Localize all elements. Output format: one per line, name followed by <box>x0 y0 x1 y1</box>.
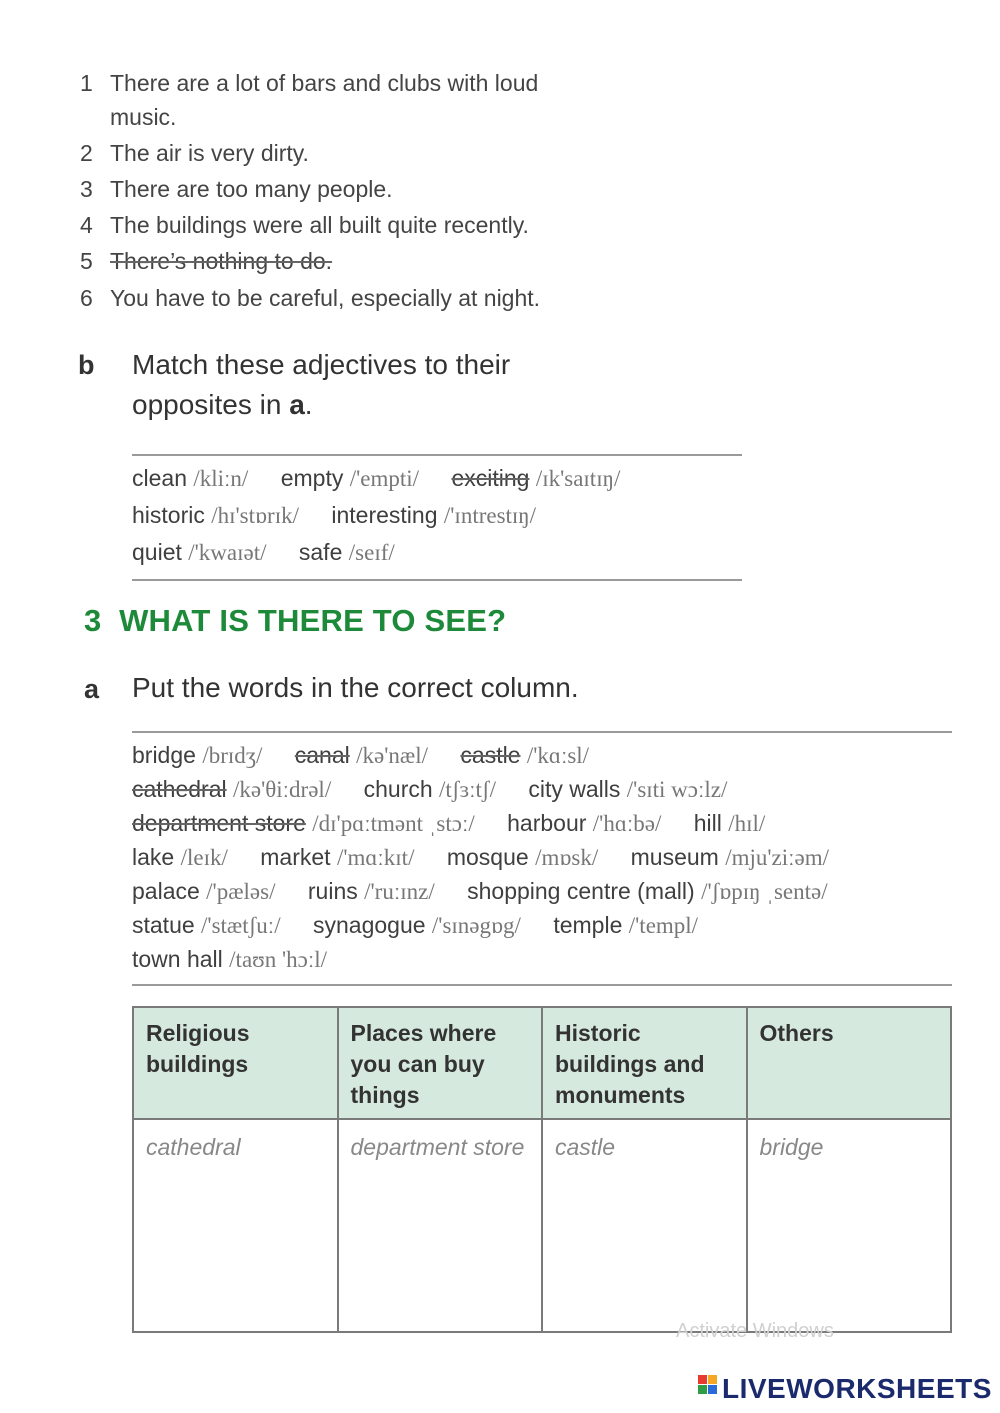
word-interesting: interesting <box>331 502 438 528</box>
list-item-3: 3 There are too many people. <box>80 176 393 202</box>
word-historic: historic <box>132 502 205 528</box>
header-religious-buildings: Religious buildings <box>133 1007 338 1119</box>
section-3a-letter: a <box>84 674 100 704</box>
list-item-1-continued: music. <box>110 104 177 130</box>
list-item-2: 2 The air is very dirty. <box>80 140 309 166</box>
list-item-5: 5 There’s nothing to do. <box>80 248 333 274</box>
liveworksheets-logo[interactable] <box>698 1373 992 1405</box>
word-quiet: quiet <box>132 539 182 565</box>
word-clean: clean <box>132 465 187 491</box>
list-item-6: 6 You have to be careful, especially at night. <box>80 285 541 311</box>
table-row <box>133 1119 951 1332</box>
answer-cell-religious[interactable]: cathedral <box>133 1119 338 1332</box>
word-empty: empty <box>280 465 344 491</box>
nouns-box-bottom-rule <box>132 984 952 986</box>
adjective-line-3: quiet /'kwaɪət/ safe /seɪf/ <box>132 539 395 565</box>
word-safe: safe <box>298 539 343 565</box>
header-places-to-buy: Places where you can buy things <box>338 1007 543 1119</box>
noun-line-2: cathedral /kə'θiːdrəl/ church /tʃɜːtʃ/ city walls /'sɪti wɔːlz/ <box>132 776 728 802</box>
noun-line-3: department store /dɪ'pɑːtmənt ˌstɔː/ harbour /'hɑːbə/ hill /hɪl/ <box>132 810 766 836</box>
section-3a-instruction: Put the words in the correct column. <box>132 672 579 703</box>
logo-icon <box>698 1375 718 1403</box>
activation-watermark: Activate Windows <box>676 1320 834 1342</box>
list-item-4: 4 The buildings were all built quite recently. <box>80 212 529 238</box>
section-b-letter: b <box>78 350 95 380</box>
adjective-line-2: historic /hɪ'stɒrɪk/ interesting /'ɪntrestɪŋ/ <box>132 502 537 528</box>
word-box-top-rule <box>132 454 742 456</box>
section-b-instruction: Match these adjectives to their opposites in a. <box>132 349 511 420</box>
answer-cell-others[interactable]: bridge <box>747 1119 952 1332</box>
noun-line-5: palace /'pæləs/ ruins /'ruːɪnz/ shopping centre (mall) /'ʃɒpɪŋ ˌsentə/ <box>132 878 828 904</box>
noun-line-1: bridge /brɪdʒ/ canal /kə'næl/ castle /'kɑːsl/ <box>132 742 590 768</box>
answer-cell-buy[interactable]: department store <box>338 1119 543 1332</box>
category-table <box>132 1006 952 1333</box>
header-historic-buildings: Historic buildings and monuments <box>542 1007 747 1119</box>
noun-line-4: lake /leɪk/ market /'mɑːkɪt/ mosque /mɒsk/ museum /mju'ziːəm/ <box>132 844 830 870</box>
noun-line-7: town hall /taʊn 'hɔːl/ <box>132 946 328 972</box>
section-3-heading: 3 WHAT IS THERE TO SEE? <box>84 603 507 638</box>
word-exciting: exciting <box>451 465 530 491</box>
adjective-line-1: clean /kliːn/ empty /'empti/ exciting /ɪk'saɪtɪŋ/ <box>132 465 621 491</box>
logo-text: LIVEWORKSHEETS <box>722 1373 992 1404</box>
table-header-row <box>133 1007 951 1119</box>
list-item-1: 1 There are a lot of bars and clubs with loud <box>80 70 539 96</box>
word-box-bottom-rule <box>132 579 742 581</box>
answer-cell-historic[interactable]: castle <box>542 1119 747 1332</box>
nouns-box-top-rule <box>132 731 952 733</box>
header-others: Others <box>747 1007 952 1119</box>
noun-line-6: statue /'stætʃuː/ synagogue /'sɪnəgɒg/ temple /'templ/ <box>132 912 699 938</box>
